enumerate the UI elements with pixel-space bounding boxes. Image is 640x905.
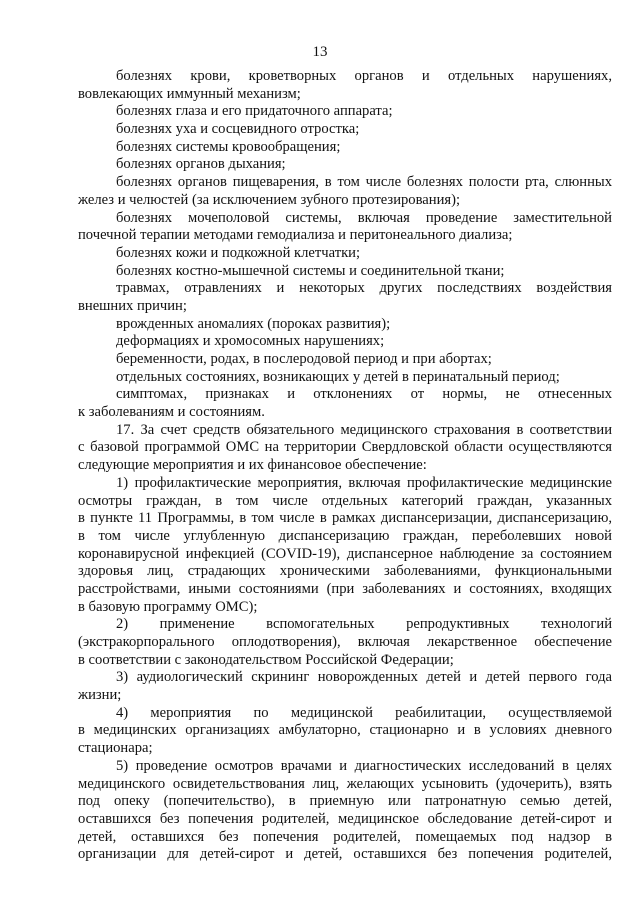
text-line: болезнях костно-мышечной системы и соединительной ткани;: [116, 262, 505, 279]
text-line: 17. За счет средств обязательного медицинского страхования в соответствии: [116, 421, 612, 438]
text-line: врожденных аномалиях (пороках развития);: [116, 315, 391, 332]
text-line: к заболеваниям и состояниям.: [78, 404, 265, 421]
text-line: болезнях глаза и его придаточного аппарата;: [116, 103, 393, 120]
text-line: болезнях кожи и подкожной клетчатки;: [116, 244, 361, 261]
text-line: в пункте 11 Программы, в том числе в рамках диспансеризации, диспансеризацию,: [78, 510, 612, 527]
text-line: 1) профилактические мероприятия, включая профилактические медицинские: [116, 474, 612, 491]
text-line: 5) проведение осмотров врачами и диагностических исследований в целях: [116, 757, 612, 774]
text-line: болезнях мочеполовой системы, включая проведение заместительной: [116, 209, 612, 226]
text-line: болезнях крови, кроветворных органов и отдельных нарушениях,: [116, 68, 612, 84]
text-line: болезнях уха и сосцевидного отростка;: [116, 121, 360, 138]
body-text: [78, 68, 612, 864]
text-line: болезнях органов дыхания;: [116, 156, 286, 173]
text-line: 4) мероприятия по медицинской реабилитации, осуществляемой: [116, 704, 612, 721]
page-number: 13: [312, 44, 328, 60]
text-line: в соответствии с законодательством Российской Федерации;: [78, 651, 454, 668]
text-line: желез и челюстей (за исключением зубного протезирования);: [78, 191, 461, 208]
text-line: беременности, родах, в послеродовой период и при абортах;: [116, 351, 492, 367]
text-line: медицинского освидетельствования лиц, желающих усыновить (удочерить), взять: [78, 775, 612, 792]
text-line: расстройствами, иными состояниями (при заболеваниях и состояниях, входящих: [78, 580, 612, 597]
text-line: симптомах, признаках и отклонениях от нормы, не отнесенных: [116, 386, 612, 403]
text-line: стационара;: [78, 740, 153, 757]
text-line: 3) аудиологический скрининг новорожденных детей и детей первого года: [116, 669, 612, 686]
text-line: жизни;: [78, 687, 122, 704]
text-line: болезнях органов пищеварения, в том числе болезнях полости рта, слюнных: [116, 174, 612, 191]
text-line: оставшихся без попечения родителей, медицинское обследование детей-сирот и: [78, 810, 612, 827]
text-line: коронавирусной инфекцией (COVID-19), диспансерное наблюдение за состоянием: [78, 545, 612, 562]
text-line: деформациях и хромосомных нарушениях;: [116, 333, 385, 350]
text-line: вовлекающих иммунный механизм;: [78, 85, 301, 102]
text-line: здоровья лиц, страдающих хроническими заболеваниями, функциональными: [78, 563, 612, 580]
text-line: организации для детей-сирот и детей, оставшихся без попечения родителей,: [78, 846, 612, 863]
text-line: под опеку (попечительство), в приемную или патронатную семью детей,: [78, 793, 612, 810]
text-line: осмотры граждан, в том числе отдельных категорий граждан, указанных: [78, 492, 612, 509]
text-line: травмах, отравлениях и некоторых других последствиях воздействия: [116, 280, 612, 297]
text-line: 2) применение вспомогательных репродуктивных технологий: [116, 616, 612, 633]
text-line: детей, оставшихся без попечения родителей, помещаемых под надзор в: [78, 828, 612, 845]
text-line: в том числе углубленную диспансеризацию граждан, переболевших новой: [78, 527, 612, 544]
text-line: болезнях системы кровообращения;: [116, 138, 341, 155]
text-line: почечной терапии методами гемодиализа и перитонеального диализа;: [78, 227, 513, 244]
text-line: внешних причин;: [78, 297, 187, 314]
text-line: (экстракорпорального оплодотворения), включая лекарственное обеспечение: [78, 634, 612, 650]
text-line: в базовую программу ОМС);: [78, 598, 258, 615]
text-line: следующие мероприятия и их финансовое обеспечение:: [78, 457, 427, 474]
text-line: с базовой программой ОМС на территории Свердловской области осуществляются: [78, 439, 612, 456]
text-line: в медицинских организациях амбулаторно, стационарно и в условиях дневного: [78, 722, 612, 739]
text-line: отдельных состояниях, возникающих у детей в перинатальный период;: [116, 368, 560, 385]
